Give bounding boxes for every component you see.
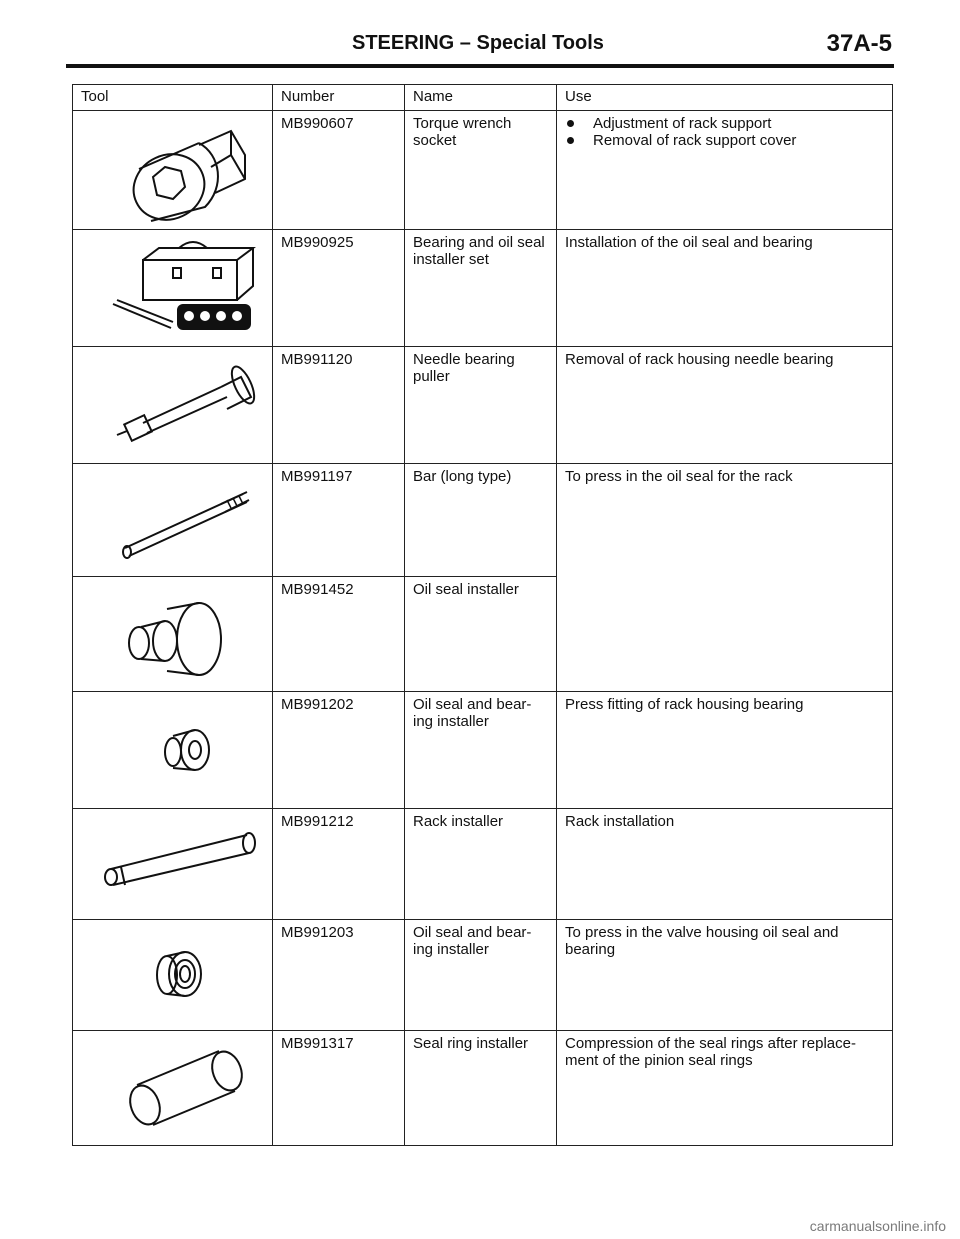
tool-use: Rack installation <box>557 809 893 920</box>
table-row <box>73 464 893 577</box>
tool-use: Installation of the oil seal and bearing <box>557 230 893 347</box>
small-installer-icon <box>81 696 281 808</box>
tool-cell <box>73 347 273 464</box>
tool-use: To press in the valve housing oil seal and bearing <box>557 920 893 1031</box>
tool-cell <box>73 920 273 1031</box>
tool-use <box>557 111 893 230</box>
long-bar-icon <box>81 468 281 576</box>
tool-name: Bar (long type) <box>405 464 557 577</box>
tool-cell <box>73 111 273 230</box>
tool-number: MB991452 <box>273 577 405 692</box>
tool-use: Removal of rack housing needle bearing <box>557 347 893 464</box>
table-row <box>73 920 893 1031</box>
tool-cell <box>73 577 273 692</box>
tool-number: MB991317 <box>273 1031 405 1146</box>
column-header-name: Name <box>405 85 557 111</box>
watermark: carmanualsonline.info <box>809 1218 946 1234</box>
special-tools-table <box>72 84 893 1146</box>
table-row <box>73 1031 893 1146</box>
page-title: STEERING – Special Tools <box>352 32 604 54</box>
tool-number: MB991203 <box>273 920 405 1031</box>
tool-number: MB991202 <box>273 692 405 809</box>
table-row <box>73 347 893 464</box>
torque-wrench-socket-icon <box>81 115 281 229</box>
tool-use: Compression of the seal rings after replace-ment of the pinion seal rings <box>557 1031 893 1146</box>
tool-number: MB990925 <box>273 230 405 347</box>
tool-cell <box>73 692 273 809</box>
bearing-seal-installer-set-icon <box>81 234 281 346</box>
column-header-use: Use <box>557 85 893 111</box>
tool-name: Bearing and oil seal installer set <box>405 230 557 347</box>
needle-bearing-puller-icon <box>81 351 281 463</box>
tool-use: To press in the oil seal for the rack <box>557 464 893 692</box>
tool-name: Torque wrench socket <box>405 111 557 230</box>
page-number: 37A-5 <box>826 30 892 57</box>
tool-name: Oil seal and bear-ing installer <box>405 920 557 1031</box>
tool-name: Oil seal and bear-ing installer <box>405 692 557 809</box>
tool-number: MB990607 <box>273 111 405 230</box>
ring-installer-icon <box>81 924 281 1030</box>
seal-ring-installer-icon <box>81 1035 281 1145</box>
column-header-number: Number <box>273 85 405 111</box>
table-header-row <box>73 85 893 111</box>
table-row <box>73 809 893 920</box>
tool-number: MB991120 <box>273 347 405 464</box>
tool-use: Press fitting of rack housing bearing <box>557 692 893 809</box>
table-row <box>73 692 893 809</box>
rack-installer-icon <box>81 813 281 919</box>
tool-name: Needle bearing puller <box>405 347 557 464</box>
tool-name: Seal ring installer <box>405 1031 557 1146</box>
tool-name: Rack installer <box>405 809 557 920</box>
table-row <box>73 230 893 347</box>
use-bullet-item: Adjustment of rack support <box>565 115 884 132</box>
oil-seal-installer-icon <box>81 581 281 691</box>
page-header <box>66 30 894 68</box>
tool-number: MB991197 <box>273 464 405 577</box>
column-header-tool: Tool <box>73 85 273 111</box>
tool-name: Oil seal installer <box>405 577 557 692</box>
table-row <box>73 111 893 230</box>
tool-cell <box>73 464 273 577</box>
tool-number: MB991212 <box>273 809 405 920</box>
tool-cell <box>73 230 273 347</box>
tool-cell <box>73 809 273 920</box>
tool-cell <box>73 1031 273 1146</box>
use-bullet-item: Removal of rack support cover <box>565 132 884 149</box>
